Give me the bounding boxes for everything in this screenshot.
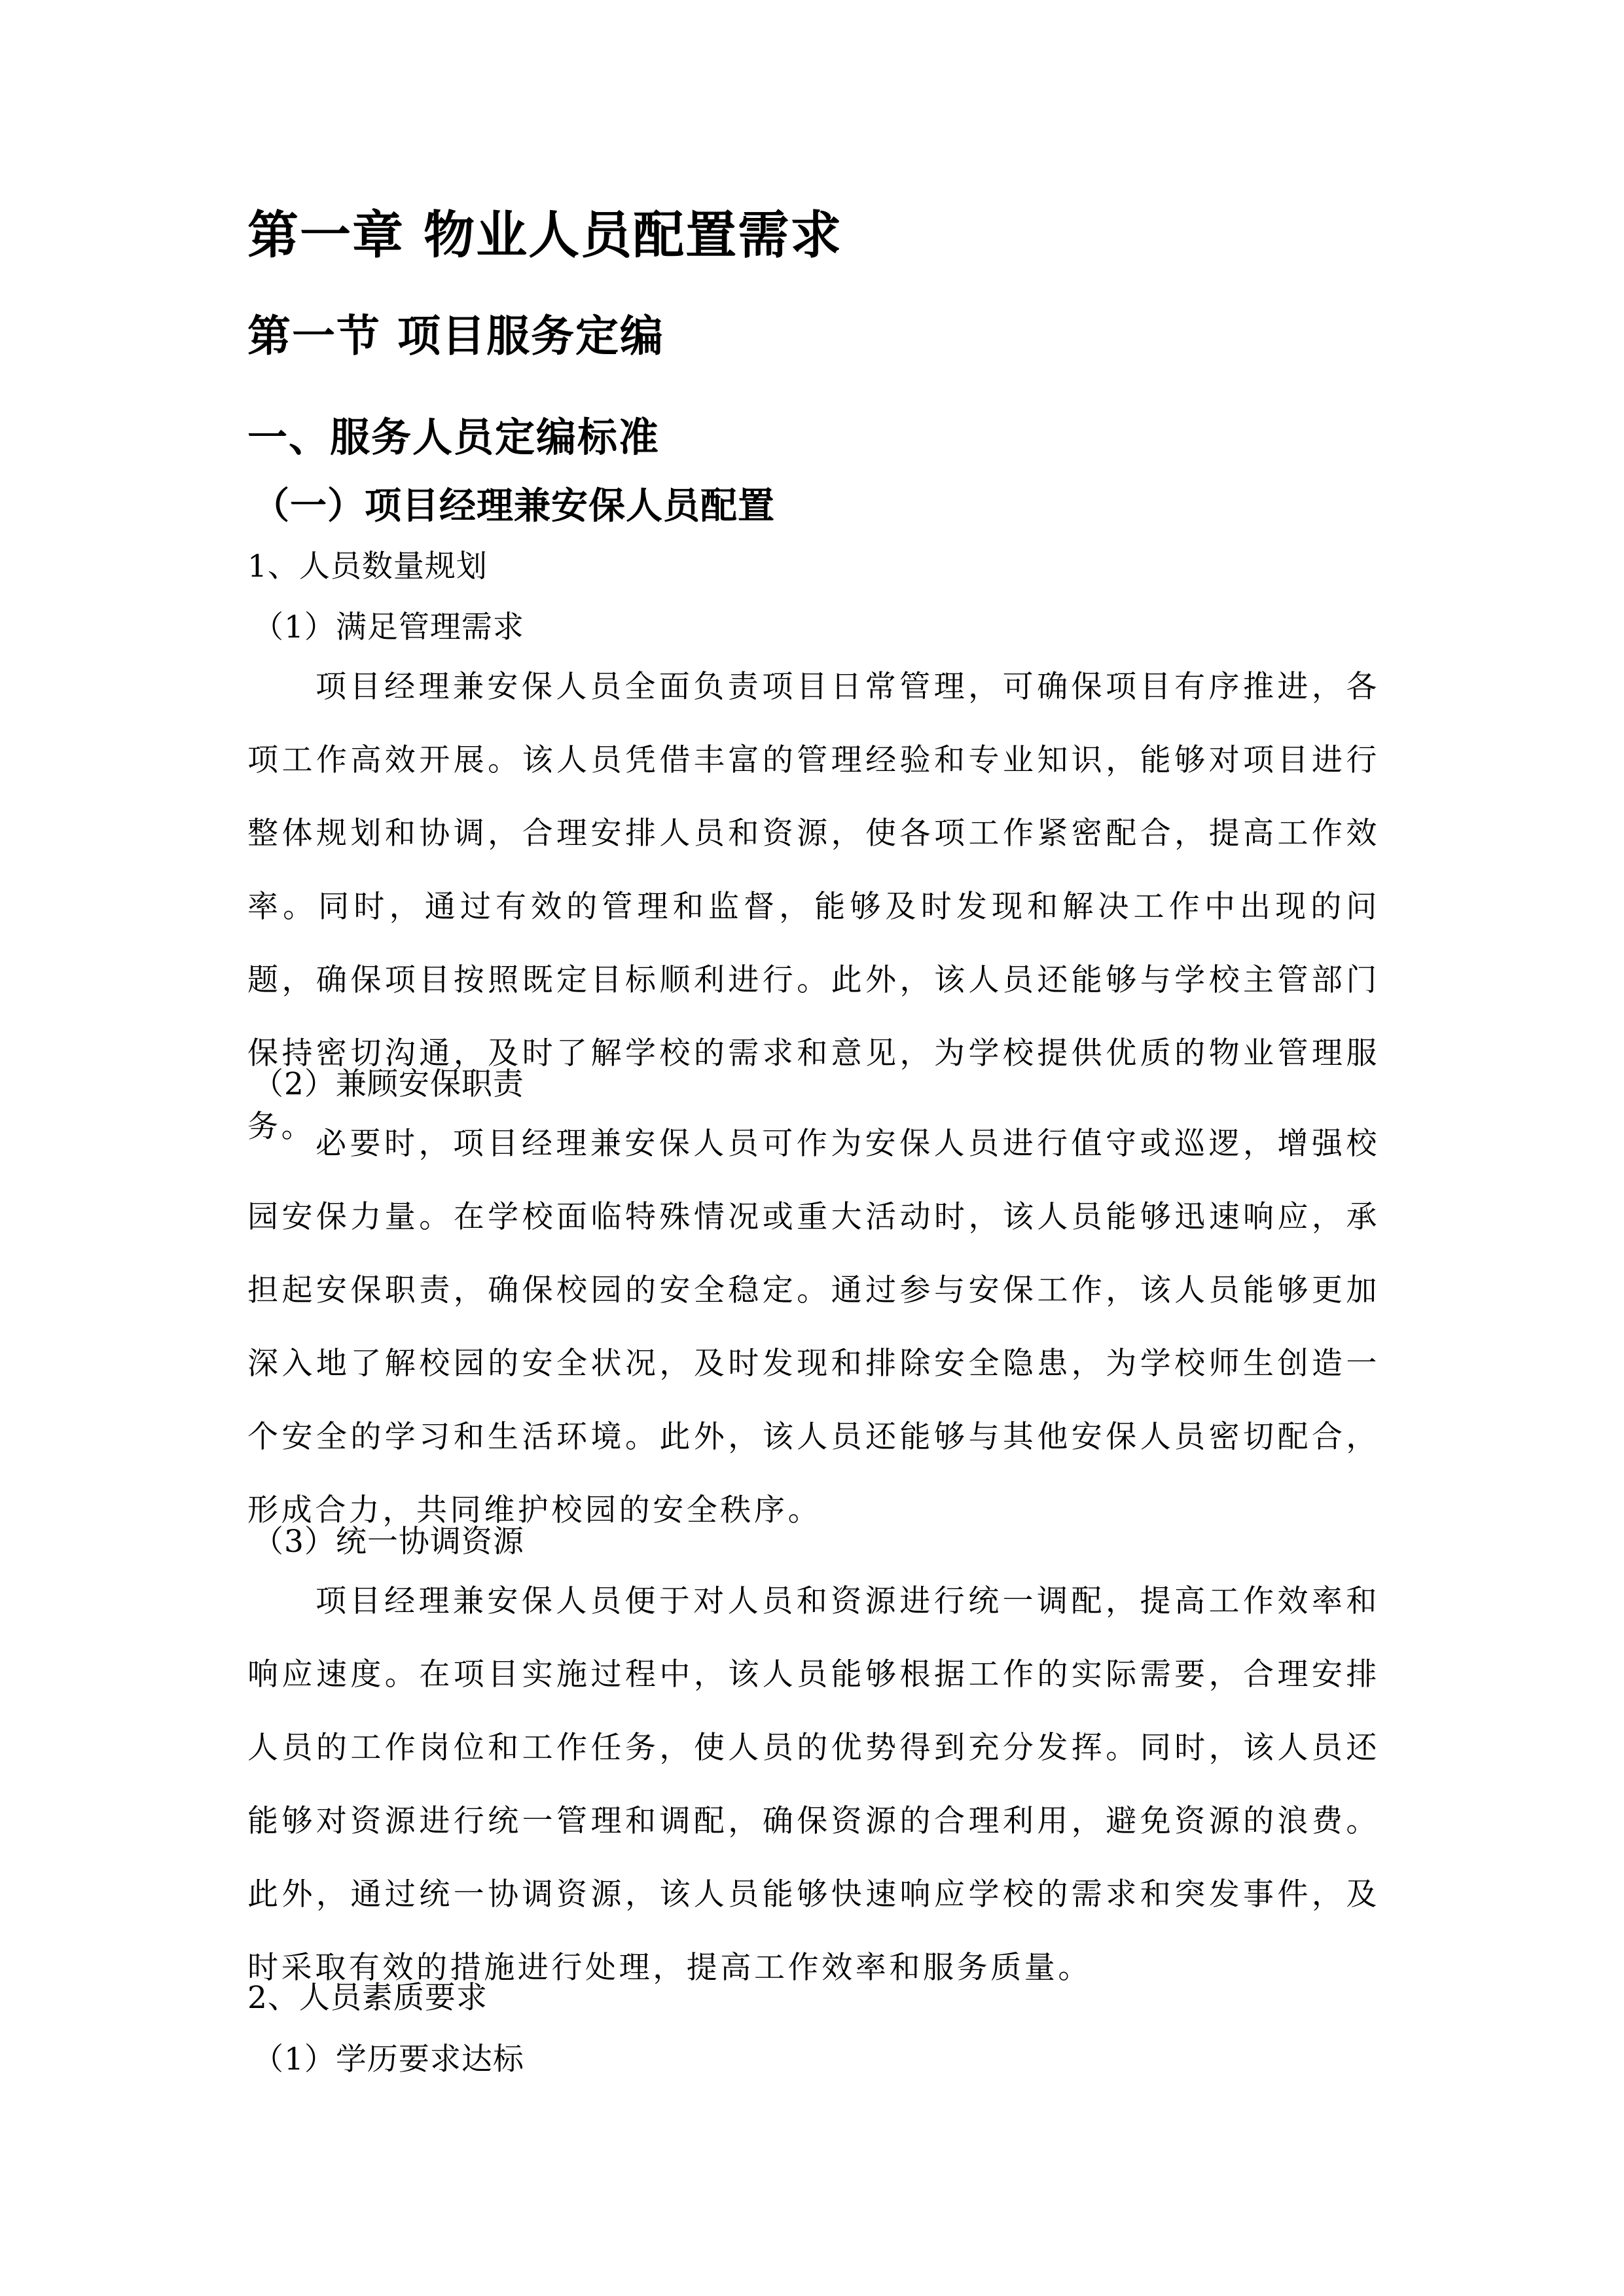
- item-education-requirement: （1）学历要求达标: [253, 2041, 524, 2077]
- chapter-title: 第一章 物业人员配置需求: [247, 206, 843, 265]
- paragraph-security-duties: 必要时，项目经理兼安保人员可作为安保人员进行值守或巡逻，增强校园安保力量。在学校面临特殊情况或重大活动时，该人员能够迅速响应，承担起安保职责，确保校园的安全稳定。通过参与安保工作，该人员能够更加深入地了解校园的安全状况，及时发现和排除安全隐患，为学校师生创造一个安全的学习和生活环境。此外，该人员还能够与其他安保人员密切配合，形成合力，共同维护校园的安全秩序。: [247, 1126, 1380, 1528]
- part-title: （一）项目经理兼安保人员配置: [253, 484, 775, 528]
- heading-personnel-quality: 2、人员素质要求: [247, 1980, 488, 2016]
- subsection-title: 一、服务人员定编标准: [247, 414, 660, 461]
- item-resource-coordination: （3）统一协调资源: [253, 1524, 524, 1560]
- paragraph-management-needs: 项目经理兼安保人员全面负责项目日常管理，可确保项目有序推进，各项工作高效开展。该人员凭借丰富的管理经验和专业知识，能够对项目进行整体规划和协调，合理安排人员和资源，使各项工作紧密配合，提高工作效率。同时，通过有效的管理和监督，能够及时发现和解决工作中出现的问题，确保项目按照既定目标顺利进行。此外，该人员还能够与学校主管部门保持密切沟通，及时了解学校的需求和意见，为学校提供优质的物业管理服务。: [247, 669, 1380, 1145]
- item-management-needs: （1）满足管理需求: [253, 609, 524, 645]
- item-security-duties: （2）兼顾安保职责: [253, 1066, 524, 1102]
- section-title: 第一节 项目服务定编: [247, 310, 664, 361]
- paragraph-resource-coordination: 项目经理兼安保人员便于对人员和资源进行统一调配，提高工作效率和响应速度。在项目实施过程中，该人员能够根据工作的实际需要，合理安排人员的工作岗位和工作任务，使人员的优势得到充分发挥。同时，该人员还能够对资源进行统一管理和调配，确保资源的合理利用，避免资源的浪费。此外，通过统一协调资源，该人员能够快速响应学校的需求和突发事件，及时采取有效的措施进行处理，提高工作效率和服务质量。: [247, 1583, 1380, 1986]
- heading-personnel-quantity: 1、人员数量规划: [247, 548, 488, 584]
